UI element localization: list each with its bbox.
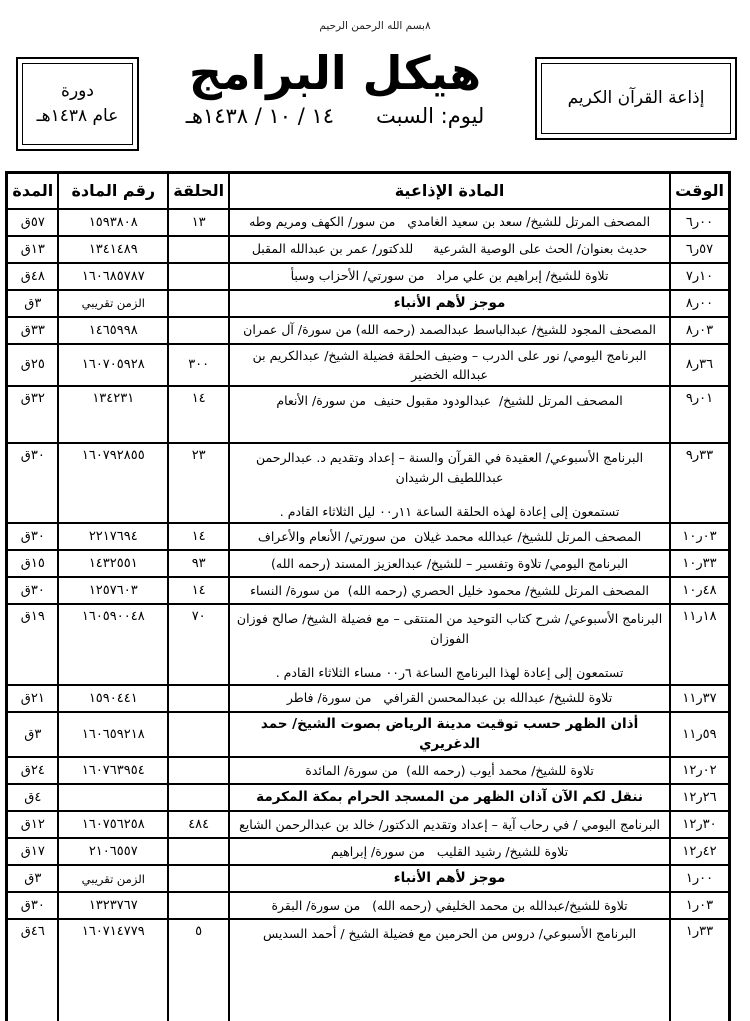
time-value: ١٠ر٣٣	[682, 556, 717, 572]
schedule-row	[7, 712, 730, 758]
episode-cell	[168, 317, 229, 344]
date-value: ١٤ / ١٠ / ١٤٣٨هـ	[185, 104, 335, 129]
time-cell	[670, 838, 729, 865]
day-label: ليوم: السبت	[376, 104, 485, 129]
time-cell	[670, 209, 729, 236]
time-cell	[670, 604, 729, 684]
time-value: ١٢ر٢٦	[682, 790, 717, 806]
material-cell	[229, 523, 670, 550]
duration-cell: ٣٠ق	[7, 577, 58, 604]
episode-cell	[168, 784, 229, 811]
station-box	[535, 57, 737, 140]
time-value: ١ر٣٣	[685, 924, 714, 940]
material-number-cell: الزمن تقريبي	[58, 290, 168, 317]
episode-cell: ٩٣	[168, 550, 229, 577]
duration-cell: ٤٨ق	[7, 263, 58, 290]
episode-cell: ٤٨٤	[168, 811, 229, 838]
time-value: ١٢ر٤٢	[682, 844, 717, 860]
material-cell	[229, 443, 670, 523]
time-value: ٩ر٠١	[685, 391, 714, 407]
material-number-cell: ١٦٠٥٩٠٠٤٨	[58, 604, 168, 684]
episode-cell	[168, 685, 229, 712]
material-text: موجز لأهم الأنباء	[393, 870, 506, 887]
duration-cell: ٢١ق	[7, 685, 58, 712]
schedule-row	[7, 604, 730, 684]
material-text: البرنامج اليومي / في رحاب آية – إعداد وتقديم الدكتور/ خالد بن عبدالرحمن الشايع	[239, 817, 660, 833]
material-cell	[229, 550, 670, 577]
material-text: المصحف المجود للشيخ/ عبدالباسط عبدالصمد (رحمه الله) من سورة/ آل عمران	[243, 322, 656, 338]
header-material: المادة الإذاعية	[229, 173, 670, 209]
time-cell	[670, 811, 729, 838]
material-text: تلاوة للشيخ/ محمد أيوب (رحمه الله) من سورة/ المائدة	[305, 763, 594, 779]
time-cell	[670, 865, 729, 892]
time-cell	[670, 443, 729, 523]
time-cell	[670, 290, 729, 317]
time-value: ١٠ر٤٨	[682, 583, 717, 599]
material-cell	[229, 784, 670, 811]
material-number-cell: ١٢٥٧٦٠٣	[58, 577, 168, 604]
time-cell	[670, 317, 729, 344]
schedule-header-row	[7, 173, 730, 209]
material-number-cell: ١٦٠٦٨٥٧٨٧	[58, 263, 168, 290]
material-cell	[229, 811, 670, 838]
schedule-row	[7, 865, 730, 892]
material-cell	[229, 919, 670, 1021]
material-cell	[229, 604, 670, 684]
duration-cell: ١٢ق	[7, 811, 58, 838]
schedule-table	[5, 171, 731, 1021]
time-value: ٩ر٣٣	[685, 448, 714, 464]
schedule-row	[7, 838, 730, 865]
header-title-block	[140, 46, 530, 128]
duration-cell: ٣ق	[7, 865, 58, 892]
time-value: ٦ر٠٠	[685, 214, 714, 230]
material-number-cell: ١٦٠٧٦٣٩٥٤	[58, 757, 168, 784]
time-cell	[670, 784, 729, 811]
duration-cell: ١٧ق	[7, 838, 58, 865]
duration-cell: ١٩ق	[7, 604, 58, 684]
duration-cell: ١٣ق	[7, 236, 58, 263]
day-date-line	[140, 104, 530, 128]
duration-cell: ١٥ق	[7, 550, 58, 577]
material-number-cell: ١٣٤١٤٨٩	[58, 236, 168, 263]
material-text: البرنامج اليومي/ تلاوة وتفسير – للشيخ/ عبدالعزيز المسند (رحمه الله)	[271, 556, 629, 572]
material-cell	[229, 344, 670, 387]
material-number-cell: ١٤٦٥٩٩٨	[58, 317, 168, 344]
episode-cell: ٣٠٠	[168, 344, 229, 387]
session-box	[16, 57, 139, 151]
episode-cell	[168, 263, 229, 290]
material-cell	[229, 386, 670, 443]
material-text: البرنامج اليومي/ نور على الدرب – وضيف الحلقة فضيلة الشيخ/ عبدالكريم بن عبدالله الخضير	[252, 347, 647, 382]
material-cell	[229, 209, 670, 236]
material-cell	[229, 317, 670, 344]
schedule-row	[7, 757, 730, 784]
time-cell	[670, 892, 729, 919]
episode-cell: ١٤	[168, 523, 229, 550]
material-number-cell: ١٤٣٢٥٥١	[58, 550, 168, 577]
duration-cell: ٣ق	[7, 290, 58, 317]
episode-cell: ٥	[168, 919, 229, 1021]
schedule-row	[7, 386, 730, 443]
time-value: ٨ر٣٦	[685, 357, 714, 373]
header-time: الوقت	[670, 173, 729, 209]
duration-cell: ٥٧ق	[7, 209, 58, 236]
time-value: ١١ر٣٧	[682, 690, 717, 706]
schedule-row	[7, 443, 730, 523]
material-number-cell: ١٦٠٧٥٦٢٥٨	[58, 811, 168, 838]
time-cell	[670, 757, 729, 784]
duration-cell: ٤ق	[7, 784, 58, 811]
material-cell	[229, 685, 670, 712]
schedule-row	[7, 577, 730, 604]
schedule-row	[7, 317, 730, 344]
material-number-cell	[58, 784, 168, 811]
duration-cell: ٣٢ق	[7, 386, 58, 443]
material-cell	[229, 290, 670, 317]
schedule-row	[7, 811, 730, 838]
time-cell	[670, 919, 729, 1021]
material-text: موجز لأهم الأنباء	[393, 294, 506, 311]
time-value: ٧ر١٠	[685, 268, 714, 284]
schedule-header	[7, 173, 730, 209]
material-number-cell: ٢٢١٧٦٩٤	[58, 523, 168, 550]
material-text: المصحف المرتل للشيخ/ محمود خليل الحصري (رحمه الله) من سورة/ النساء	[250, 583, 650, 599]
material-text: تلاوة للشيخ/عبدالله بن محمد الخليفي (رحمه الله) من سورة/ البقرة	[271, 898, 628, 914]
time-value: ٦ر٥٧	[685, 241, 714, 257]
time-cell	[670, 577, 729, 604]
material-repeat-note: تستمعون إلى إعادة لهذه الحلقة الساعة ١١ر٠٠ ليل الثلاثاء القادم .	[279, 504, 620, 519]
time-cell	[670, 550, 729, 577]
time-cell	[670, 685, 729, 712]
schedule-row	[7, 550, 730, 577]
time-value: ١١ر٥٩	[682, 726, 717, 742]
episode-cell: ٢٣	[168, 443, 229, 523]
schedule-row	[7, 236, 730, 263]
schedule-row	[7, 685, 730, 712]
material-number-cell: ١٣٢٣٧٦٧	[58, 892, 168, 919]
header-episode: الحلقة	[168, 173, 229, 209]
time-value: ٨ر٠٣	[685, 322, 714, 338]
time-value: ١٢ر٣٠	[682, 817, 717, 833]
schedule-row	[7, 209, 730, 236]
material-cell	[229, 263, 670, 290]
duration-cell: ٣٠ق	[7, 523, 58, 550]
material-text: حديث بعنوان/ الحث على الوصية الشرعية للدكتور/ عمر بن عبدالله المقبل	[251, 241, 648, 257]
page-title: هيكل البرامج	[188, 46, 482, 100]
material-text: البرنامج الأسبوعي/ دروس من الحرمين مع فضيلة الشيخ / أحمد السديس	[262, 926, 637, 942]
duration-cell: ٢٤ق	[7, 757, 58, 784]
material-cell	[229, 577, 670, 604]
material-text: المصحف المرتل للشيخ/ عبدالله محمد غيلان من سورتي/ الأنعام والأعراف	[257, 529, 642, 545]
material-number-cell: ٢١٠٦٥٥٧	[58, 838, 168, 865]
episode-cell	[168, 865, 229, 892]
schedule-row	[7, 784, 730, 811]
material-number-cell: ١٥٩٣٨٠٨	[58, 209, 168, 236]
time-cell	[670, 523, 729, 550]
material-cell	[229, 865, 670, 892]
episode-cell	[168, 892, 229, 919]
episode-cell	[168, 236, 229, 263]
time-cell	[670, 236, 729, 263]
material-number-cell: ١٦٠٧٩٢٨٥٥	[58, 443, 168, 523]
duration-cell: ٣٣ق	[7, 317, 58, 344]
material-number-cell: الزمن تقريبي	[58, 865, 168, 892]
episode-cell	[168, 838, 229, 865]
schedule-row	[7, 263, 730, 290]
header-material-number: رقم المادة	[58, 173, 168, 209]
episode-cell: ١٤	[168, 577, 229, 604]
time-value: ١٢ر٠٢	[682, 763, 717, 779]
schedule-row	[7, 290, 730, 317]
time-cell	[670, 386, 729, 443]
duration-cell: ٣٠ق	[7, 892, 58, 919]
schedule-body	[7, 209, 730, 1021]
material-text: تلاوة للشيخ/ عبدالله بن عبدالمحسن القرافي من سورة/ فاطر	[286, 690, 613, 706]
duration-cell: ٤٦ق	[7, 919, 58, 1021]
duration-cell: ٣٠ق	[7, 443, 58, 523]
material-number-cell: ١٣٤٢٣١	[58, 386, 168, 443]
material-cell	[229, 757, 670, 784]
schedule-row	[7, 344, 730, 387]
material-text: البرنامج الأسبوعي/ شرح كتاب التوحيد من المنتقى – مع فضيلة الشيخ/ صالح فوزان الفوزان	[236, 611, 663, 646]
material-number-cell: ١٦٠٧٠٥٩٢٨	[58, 344, 168, 387]
material-cell	[229, 892, 670, 919]
time-value: ٨ر٠٠	[685, 295, 714, 311]
material-text: تلاوة للشيخ/ رشيد القليب من سورة/ إبراهيم	[331, 844, 569, 860]
time-value: ١ر٠٣	[685, 898, 714, 914]
material-number-cell: ١٦٠٧١٤٧٧٩	[58, 919, 168, 1021]
episode-cell: ١٣	[168, 209, 229, 236]
time-value: ١٠ر٠٣	[682, 529, 717, 545]
schedule-row	[7, 523, 730, 550]
duration-cell: ٢٥ق	[7, 344, 58, 387]
material-text: تلاوة للشيخ/ إبراهيم بن علي مراد من سورتي/ الأحزاب وسبأ	[290, 268, 609, 284]
episode-cell	[168, 757, 229, 784]
material-text: أذان الظهر حسب توقيت مدينة الرياض بصوت الشيخ/ حمد الدغريري	[260, 715, 639, 753]
material-repeat-note: تستمعون إلى إعادة لهذا البرنامج الساعة ٦ر٠٠ مساء الثلاثاء القادم .	[275, 665, 624, 681]
duration-cell: ٣ق	[7, 712, 58, 758]
material-cell	[229, 838, 670, 865]
time-value: ١١ر١٨	[682, 609, 717, 625]
episode-cell	[168, 712, 229, 758]
time-cell	[670, 344, 729, 387]
bismillah-text: ٨بسم الله الرحمن الرحيم	[319, 20, 431, 32]
episode-cell: ٧٠	[168, 604, 229, 684]
episode-cell: ١٤	[168, 386, 229, 443]
material-cell	[229, 236, 670, 263]
episode-cell	[168, 290, 229, 317]
material-text: البرنامج الأسبوعي/ العقيدة في القرآن والسنة – إعداد وتقديم د. عبدالرحمن عبداللطيف الرشيدان	[256, 450, 644, 485]
material-text: المصحف المرتل للشيخ/ سعد بن سعيد الغامدي من سور/ الكهف ومريم وطه	[249, 214, 651, 230]
time-value: ١ر٠٠	[685, 871, 714, 887]
material-text: المصحف المرتل للشيخ/ عبدالودود مقبول حنيف من سورة/ الأنعام	[276, 393, 623, 409]
schedule-row	[7, 892, 730, 919]
station-box-label: إذاعة القرآن الكريم	[567, 87, 705, 108]
time-cell	[670, 712, 729, 758]
time-cell	[670, 263, 729, 290]
schedule-row	[7, 919, 730, 1021]
header-duration: المدة	[7, 173, 58, 209]
session-line1: دورة	[61, 80, 94, 101]
material-text: ننقل لكم الآن آذان الظهر من المسجد الحرام بمكة المكرمة	[256, 789, 643, 806]
session-line2: عام ١٤٣٨هـ	[36, 106, 119, 126]
material-number-cell: ١٥٩٠٤٤١	[58, 685, 168, 712]
material-number-cell: ١٦٠٦٥٩٢١٨	[58, 712, 168, 758]
material-cell	[229, 712, 670, 758]
